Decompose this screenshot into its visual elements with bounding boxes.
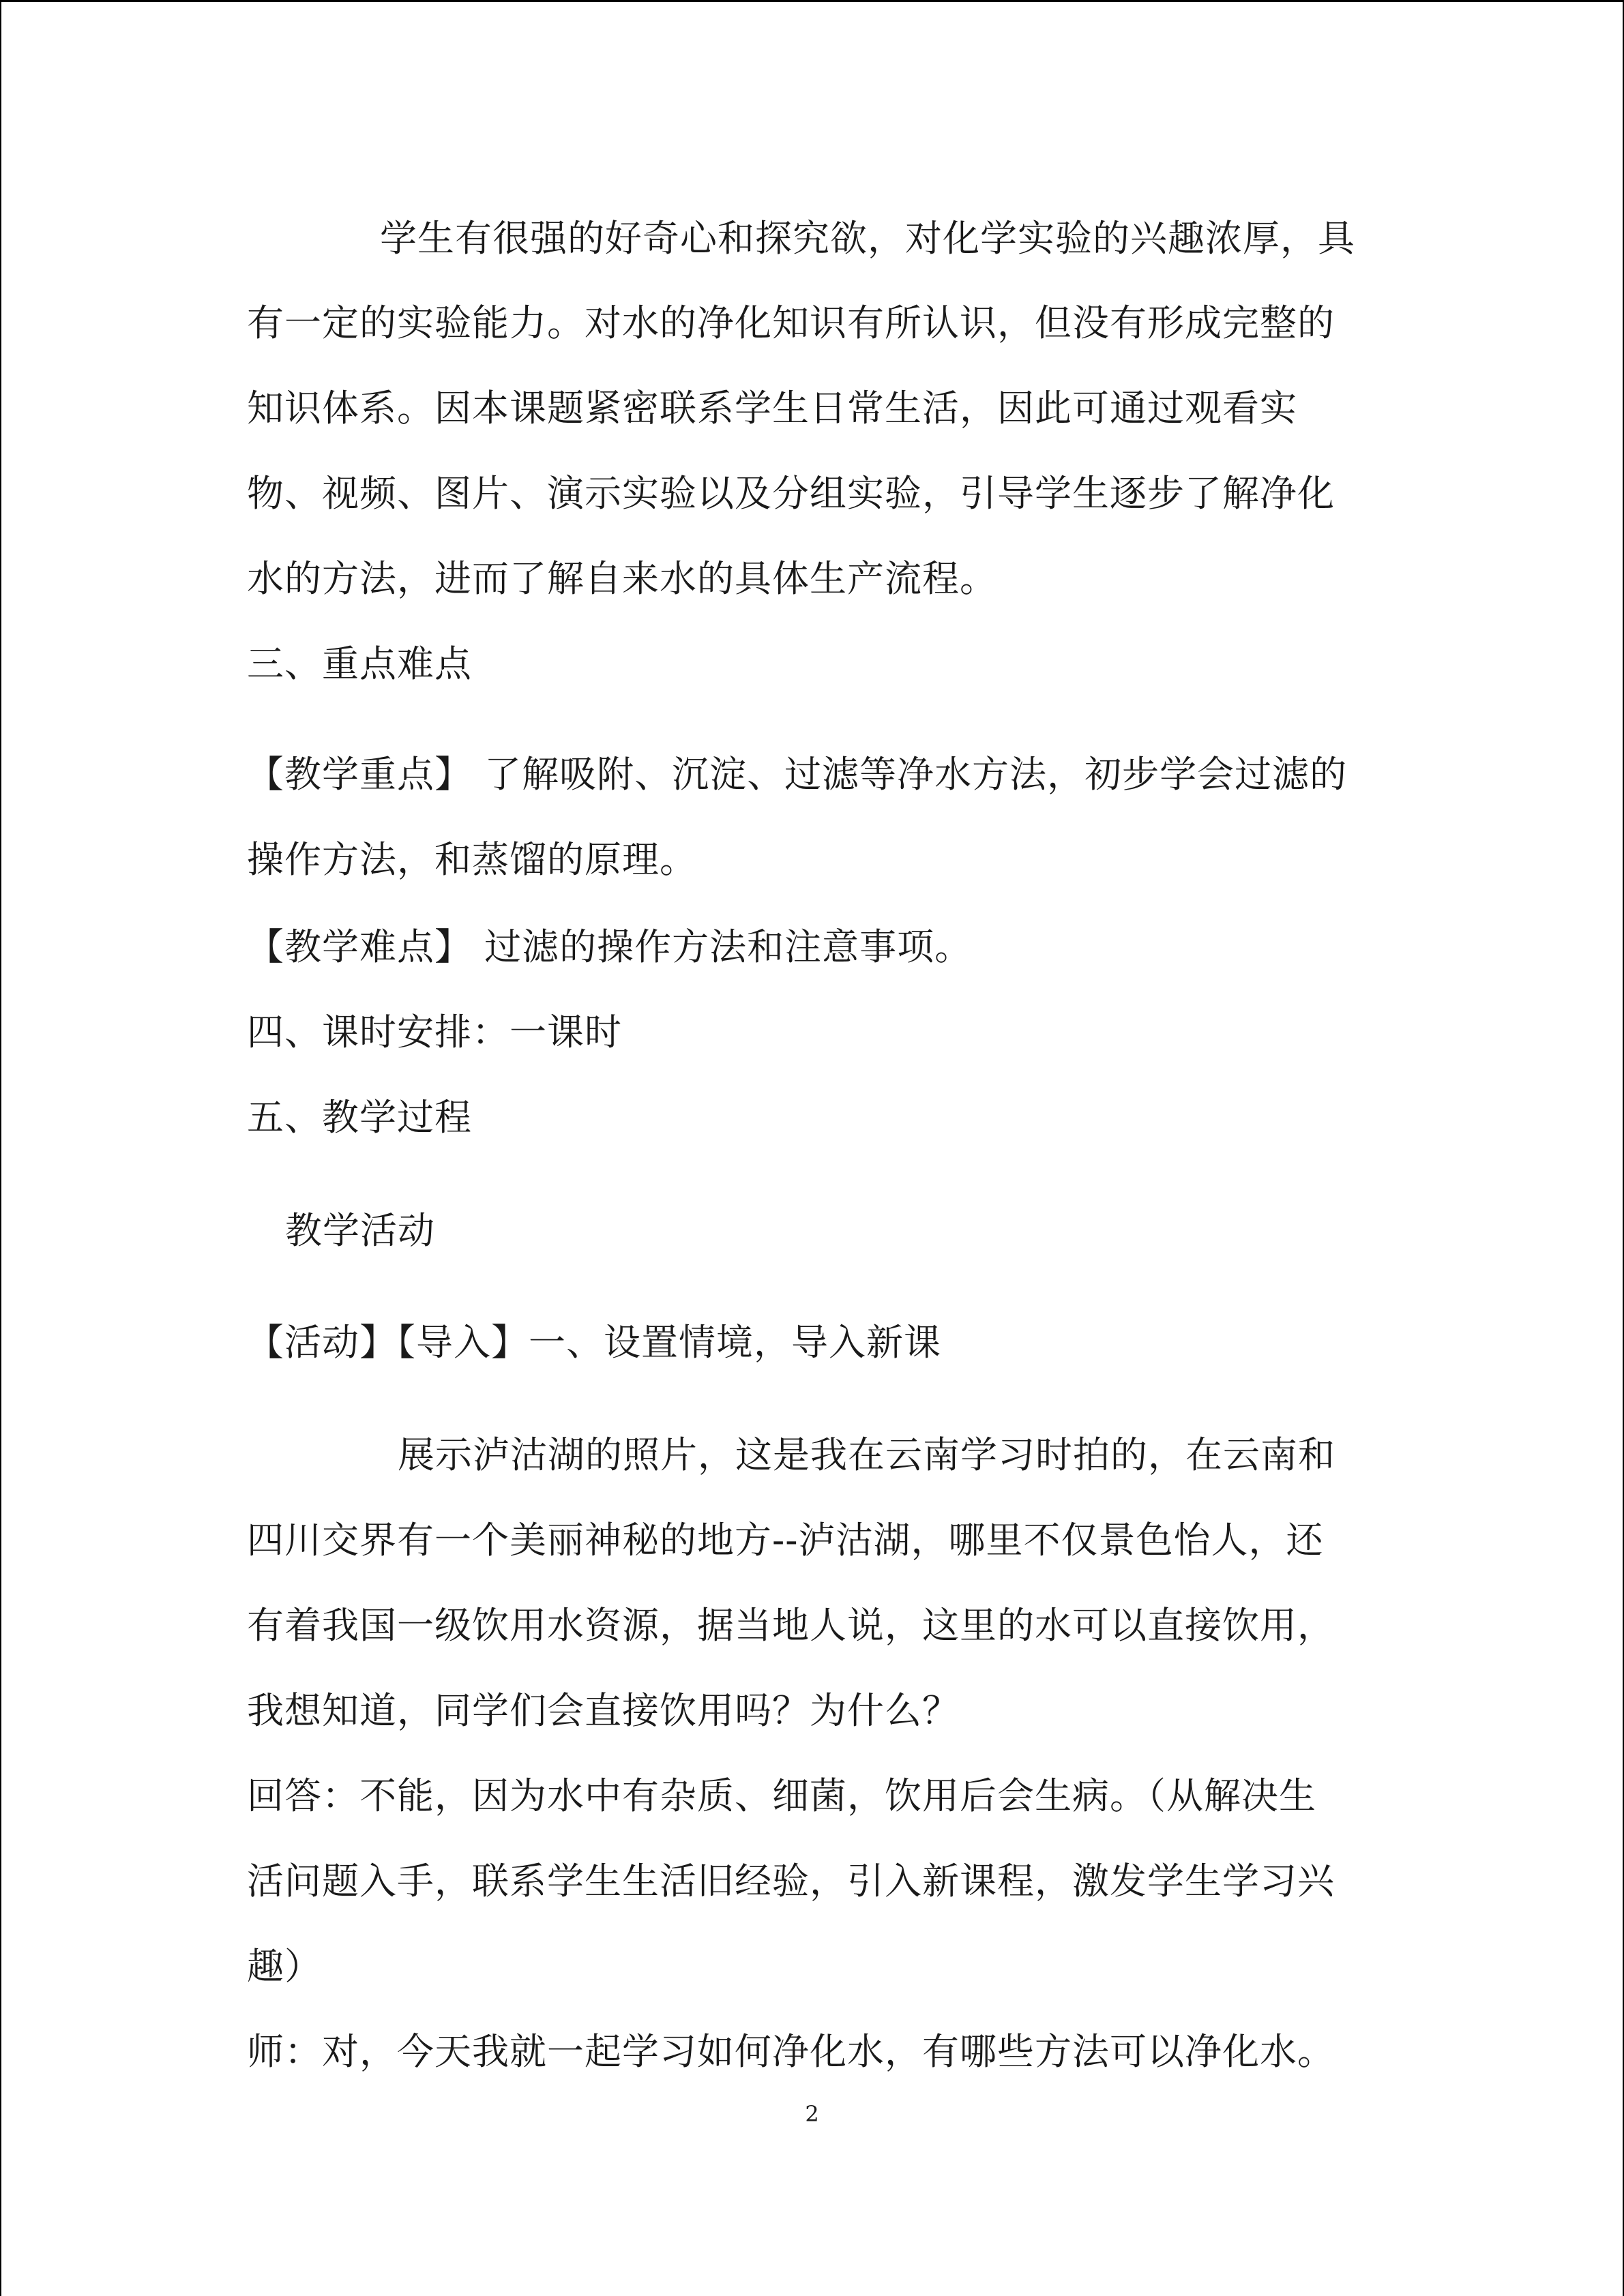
answer-line: 回答：不能，因为水中有杂质、细菌，饮用后会生病。（从解决生 (247, 1774, 1316, 1817)
paragraph-line: 水的方法，进而了解自来水的具体生产流程。 (247, 557, 997, 600)
paragraph-line: 趣） (247, 1945, 322, 1988)
difficulty-line: 【教学难点】 过滤的操作方法和注意事项。 (247, 925, 973, 968)
paragraph-line: 四川交界有一个美丽神秘的地方--泸沽湖，哪里不仅景色怡人，还 (247, 1519, 1324, 1562)
page-number: 2 (805, 2101, 819, 2127)
paragraph-line: 学生有很强的好奇心和探究欲，对化学实验的兴趣浓厚，具 (380, 217, 1355, 260)
paragraph-line: 知识体系。因本课题紧密联系学生日常生活，因此可通过观看实 (247, 387, 1297, 430)
paragraph-line: 有一定的实验能力。对水的净化知识有所认识，但没有形成完整的 (247, 301, 1335, 344)
paragraph-line: 展示泸沽湖的照片，这是我在云南学习时拍的，在云南和 (398, 1433, 1335, 1476)
section-heading: 四、课时安排：一课时 (247, 1011, 622, 1054)
activity-heading: 教学活动 (285, 1209, 435, 1252)
paragraph-line: 有着我国一级饮用水资源，据当地人说，这里的水可以直接饮用， (247, 1604, 1335, 1647)
activity-title: 【活动】【导入】一、设置情境，导入新课 (247, 1321, 941, 1364)
paragraph-line: 我想知道，同学们会直接饮用吗？为什么？ (247, 1689, 960, 1732)
key-point-line: 【教学重点】 了解吸附、沉淀、过滤等净水方法，初步学会过滤的 (247, 753, 1348, 796)
section-heading: 五、教学过程 (247, 1096, 472, 1139)
paragraph-line: 活问题入手，联系学生生活旧经验，引入新课程，激发学生学习兴 (247, 1860, 1335, 1903)
section-heading: 三、重点难点 (247, 642, 472, 685)
paragraph-line: 操作方法，和蒸馏的原理。 (247, 838, 697, 881)
teacher-line: 师：对，今天我就一起学习如何净化水，有哪些方法可以净化水。 (247, 2030, 1335, 2073)
paragraph-line: 物、视频、图片、演示实验以及分组实验，引导学生逐步了解净化 (247, 472, 1335, 515)
